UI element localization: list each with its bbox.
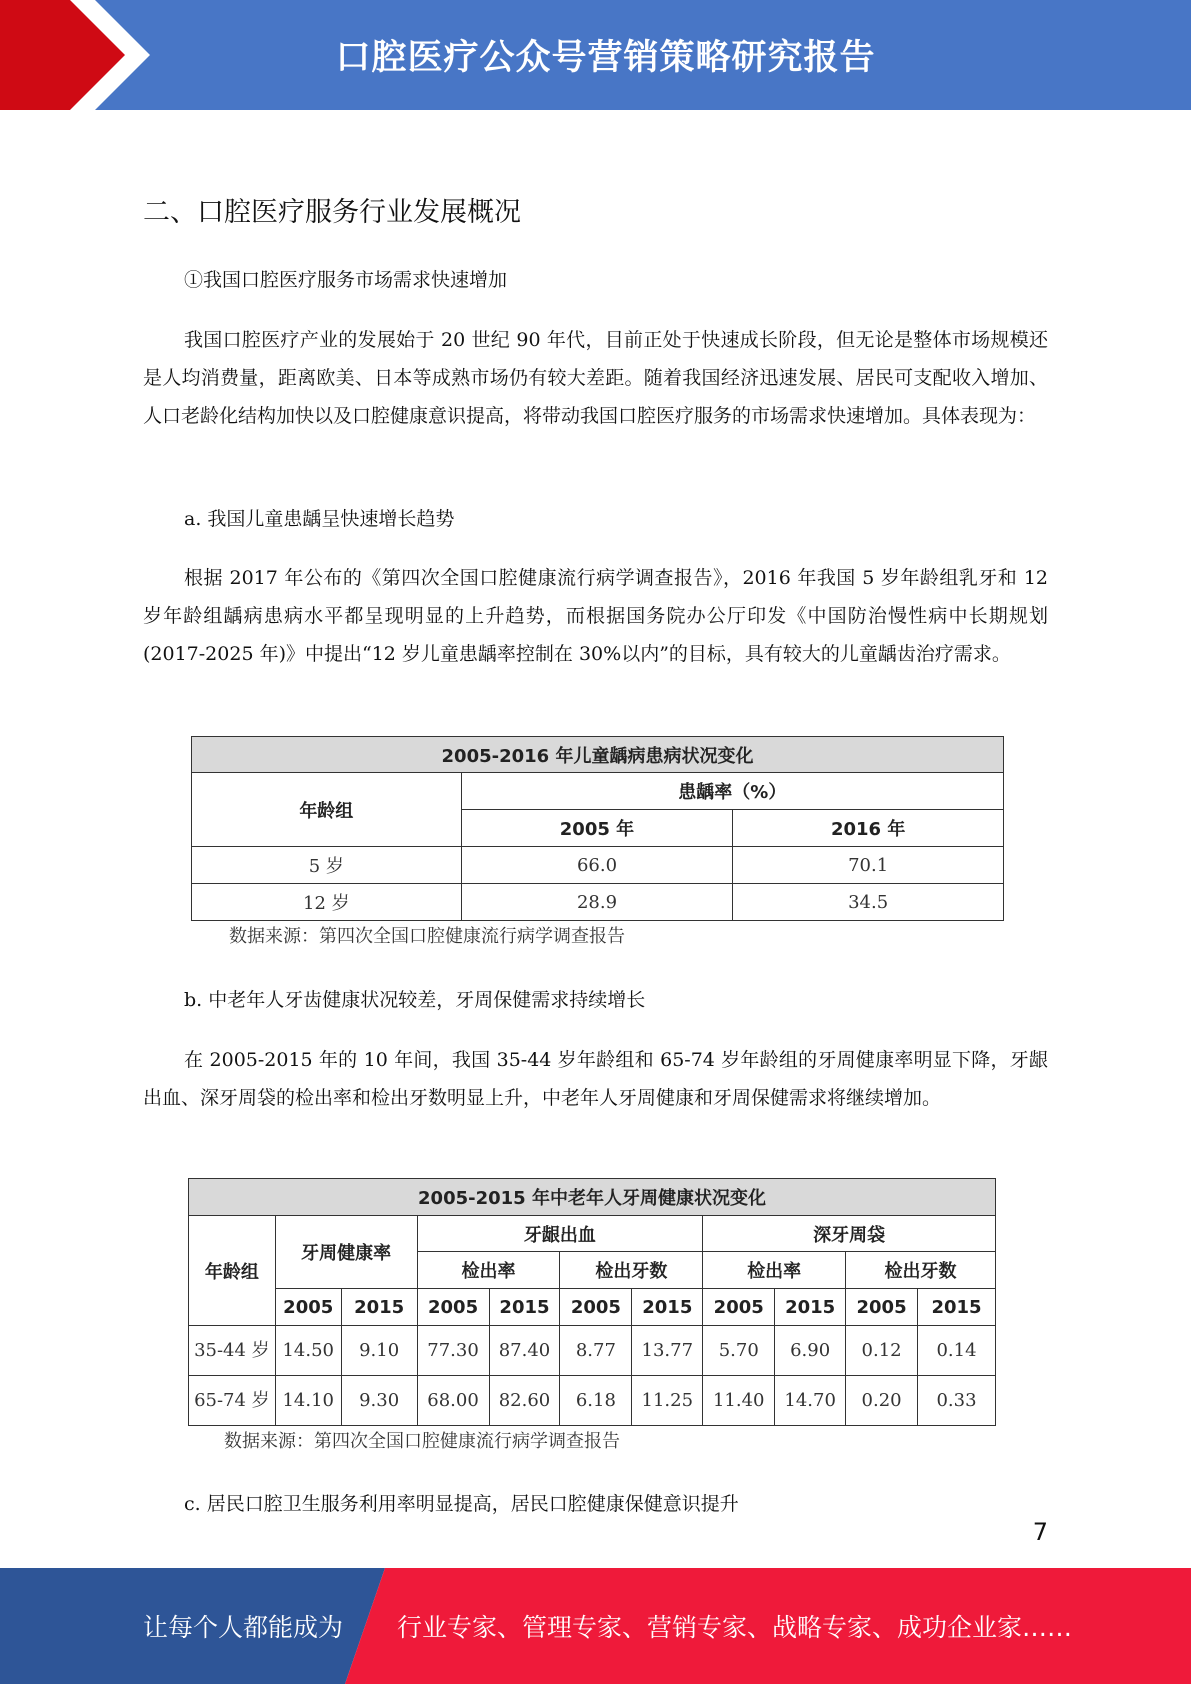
table-header-year: 2015 — [632, 1289, 703, 1326]
table-row — [192, 884, 1004, 921]
table-cell: 13.77 — [632, 1326, 703, 1376]
table-cell: 87.40 — [489, 1326, 560, 1376]
table-header-year: 2005 — [560, 1289, 632, 1326]
table-header-rate: 患龋率（%） — [461, 773, 1003, 810]
table-source-note: 数据来源：第四次全国口腔健康流行病学调查报告 — [229, 926, 625, 947]
table-cell: 68.00 — [417, 1376, 489, 1426]
table-header-age: 年龄组 — [192, 773, 462, 847]
item-b-heading: b. 中老年人牙齿健康状况较差，牙周保健需求持续增长 — [184, 989, 646, 1011]
table-header-year: 2005 年 — [461, 810, 733, 847]
table-source-note: 数据来源：第四次全国口腔健康流行病学调查报告 — [224, 1431, 620, 1452]
table-header-teeth-count: 检出牙数 — [846, 1252, 996, 1289]
subsection-title: ①我国口腔医疗服务市场需求快速增加 — [184, 269, 508, 291]
table-header-year: 2015 — [341, 1289, 417, 1326]
table-cell: 0.20 — [846, 1376, 918, 1426]
table-cell: 6.18 — [560, 1376, 632, 1426]
table-header-year: 2005 — [275, 1289, 341, 1326]
table-row — [189, 1376, 996, 1426]
table-header-year: 2015 — [489, 1289, 560, 1326]
table-cell: 11.40 — [703, 1376, 775, 1426]
table-header-age: 年龄组 — [189, 1216, 276, 1326]
table-row — [189, 1326, 996, 1376]
table-caption: 2005-2016 年儿童龋病患病状况变化 — [192, 737, 1004, 773]
header-title: 口腔医疗公众号营销策略研究报告 — [335, 38, 876, 78]
item-c-heading: c. 居民口腔卫生服务利用率明显提高，居民口腔健康保健意识提升 — [184, 1493, 739, 1515]
page-number: 7 — [1032, 1518, 1048, 1546]
table-cell: 28.9 — [461, 884, 733, 921]
table-cell: 0.33 — [918, 1376, 996, 1426]
paragraph-intro: 我国口腔医疗产业的发展始于 20 世纪 90 年代，目前正处于快速成长阶段，但无论是整体市场规模还是人均消费量，距离欧美、日本等成熟市场仍有较大差距。随着我国经济迅速发展、居民可支配收入增加、人口老龄化结构加快以及口腔健康意识提高，将带动我国口腔医疗服务的市场需求快速增加。具体表现为： — [143, 329, 1048, 427]
table-row — [192, 847, 1004, 884]
table-cell: 35-44 岁 — [189, 1326, 276, 1376]
table-cell: 77.30 — [417, 1326, 489, 1376]
table-header-year: 2005 — [417, 1289, 489, 1326]
periodontal-health-table — [188, 1178, 996, 1426]
table-cell: 5.70 — [703, 1326, 775, 1376]
table-cell: 0.14 — [918, 1326, 996, 1376]
table-header-year: 2015 — [775, 1289, 846, 1326]
table-cell: 8.77 — [560, 1326, 632, 1376]
table-cell: 65-74 岁 — [189, 1376, 276, 1426]
footer-bar — [0, 1568, 1191, 1684]
table-cell: 14.10 — [275, 1376, 341, 1426]
table-cell: 12 岁 — [192, 884, 462, 921]
table-cell: 9.10 — [341, 1326, 417, 1376]
children-caries-table — [191, 736, 1004, 921]
table-cell: 5 岁 — [192, 847, 462, 884]
table-header-detection-rate: 检出率 — [417, 1252, 560, 1289]
table-cell: 70.1 — [733, 847, 1004, 884]
table-header-year: 2005 — [703, 1289, 775, 1326]
table-header-gum-bleeding: 牙龈出血 — [417, 1216, 703, 1252]
paragraph-children-caries: 根据 2017 年公布的《第四次全国口腔健康流行病学调查报告》，2016 年我国 5 岁年龄组乳牙和 12 岁年龄组龋病患病水平都呈现明显的上升趋势，而根据国务院办公厅印发《中国防治慢性病中长期规划(2017-2025 年)》中提出“12 岁儿童患龋率控制在 30%以内”的目标，具有较大的儿童龋齿治疗需求。 — [143, 567, 1048, 665]
table-header-teeth-count: 检出牙数 — [560, 1252, 703, 1289]
table-cell: 6.90 — [775, 1326, 846, 1376]
table-cell: 14.50 — [275, 1326, 341, 1376]
table-cell: 14.70 — [775, 1376, 846, 1426]
paragraph-periodontal: 在 2005-2015 年的 10 年间，我国 35-44 岁年龄组和 65-74 岁年龄组的牙周健康率明显下降，牙龈出血、深牙周袋的检出率和检出牙数明显上升，中老年人牙周健康和牙周保健需求将继续增加。 — [143, 1049, 1048, 1109]
section-title: 二、口腔医疗服务行业发展概况 — [143, 197, 521, 228]
table-caption: 2005-2015 年中老年人牙周健康状况变化 — [189, 1179, 996, 1216]
table-cell: 0.12 — [846, 1326, 918, 1376]
footer-slogan-right: 行业专家、管理专家、营销专家、战略专家、成功企业家…… — [397, 1613, 1073, 1642]
table-header-detection-rate: 检出率 — [703, 1252, 846, 1289]
table-header-year: 2015 — [918, 1289, 996, 1326]
table-header-year: 2016 年 — [733, 810, 1004, 847]
table-header-health-rate: 牙周健康率 — [275, 1216, 417, 1289]
table-cell: 34.5 — [733, 884, 1004, 921]
table-cell: 11.25 — [632, 1376, 703, 1426]
table-header-deep-pocket: 深牙周袋 — [703, 1216, 996, 1252]
header-bar — [0, 0, 1191, 110]
table-cell: 82.60 — [489, 1376, 560, 1426]
item-a-heading: a. 我国儿童患龋呈快速增长趋势 — [184, 508, 455, 530]
table-header-year: 2005 — [846, 1289, 918, 1326]
footer-slogan-left: 让每个人都能成为 — [143, 1613, 344, 1642]
table-cell: 66.0 — [461, 847, 733, 884]
table-cell: 9.30 — [341, 1376, 417, 1426]
